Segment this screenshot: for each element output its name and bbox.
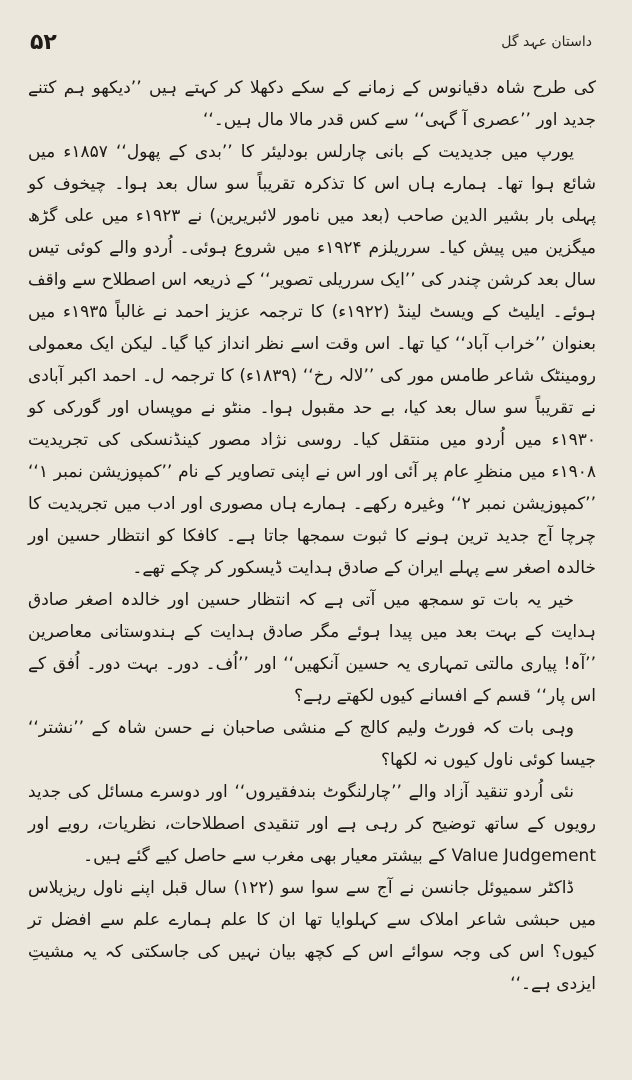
paragraph-sadiq-hidayat: خیر یہ بات تو سمجھ میں آتی ہے کہ انتظار حسین اور خالدہ اصغر صادق ہدایت کے بہت بعد میں پیدا ہوئے مگر صادق ہدایت کے ہندوستانی معاصرین ’’آہ! پیاری مالتی تمہاری یہ حسین آنکھیں‘‘ اور ’’اُف۔ دور۔ بہت دور۔ اُفق کے اس پار‘‘ قسم کے افسانے کیوں لکھتے رہے؟: [28, 590, 596, 706]
paragraph-continuation: کی طرح شاہ دقیانوس کے زمانے کے سکے دکھلا کر کہتے ہیں ’’دیکھو ہم کتنے جدید اور ’’عصری آ گہی‘‘ سے کس قدر مالا مال ہیں۔‘‘: [28, 78, 596, 130]
page-body: [28, 72, 596, 1030]
paragraph-samuel-johnson: ڈاکٹر سمیوئل جانسن نے آج سے سوا سو (۱۲۲) سال قبل اپنے ناول ریزیلاس میں حبشی شاعر املاک سے کہلوایا تھا ان کا علم ہمارے علم سے افضل تر کیوں؟ اس کی وجہ سوائے اس کے کچھ بیان نہیں کی جاسکتی کہ یہ مشیتِ ایزدی ہے۔‘‘: [28, 878, 596, 994]
paragraph-urdu-criticism: نئی اُردو تنقید آزاد والے ’’چارلنگوٹ بندفقیروں‘‘ اور دوسرے مسائل کی جدید رویوں کے ساتھ توضیح کر رہی ہے اور تنقیدی اصطلاحات، نظریات، رویے اور Value Judgement کے بیشتر معیار بھی مغرب سے حاصل کیے گئے ہیں۔: [28, 782, 596, 866]
running-title: داستان عہد گل: [501, 34, 592, 50]
paragraph-modernism-history: یورپ میں جدیدیت کے بانی چارلس بودلیئر کا ’’بدی کے پھول‘‘ ۱۸۵۷ء میں شائع ہوا تھا۔ ہمارے ہاں اس کا تذکرہ تقریباً سو سال بعد ہوا۔ چیخوف کو پہلی بار بشیر الدین صاحب (بعد میں نامور لائبریرین) نے ۱۹۲۳ء میں علی گڑھ میگزین میں پیش کیا۔ سرریلزم ۱۹۲۴ء میں شروع ہوئی۔ اُردو والے کوئی تیس سال بعد کرشن چندر کی ’’ایک سرریلی تصویر‘‘ کے ذریعہ اس اصطلاح سے واقف ہوئے۔ ایلیٹ کے ویسٹ لینڈ (۱۹۲۲ء) کا ترجمہ عزیز احمد نے غالباً ۱۹۳۵ء میں بعنوان ’’خراب آباد‘‘ کیا تھا۔ اس وقت اسے نظر انداز کیا گیا۔ لیکن ایک معمولی رومینٹک شاعر طامس مور کی ’’لالہ رخ‘‘ (۱۸۳۹ء) کا ترجمہ ل۔ احمد اکبر آبادی نے تقریباً سو سال بعد کیا، بے حد مقبول ہوا۔ منٹو نے موپساں اور گورکی کو ۱۹۳۰ء میں اُردو میں منتقل کیا۔ روسی نژاد مصور کینڈنسکی کی تجریدیت ۱۹۰۸ء میں منظرِ عام پر آئی اور اس نے اپنی تصاویر کے نام ’’کمپوزیشن نمبر ۱‘‘ ’’کمپوزیشن نمبر ۲‘‘ وغیرہ رکھے۔ ہمارے ہاں مصوری اور ادب میں تجریدیت کا چرچا آج جدید ترین ہونے کا ثبوت سمجھا جاتا ہے۔ کافکا کو انتظار حسین اور خالدہ اصغر سے پہلے ایران کے صادق ہدایت ڈیسکور کر چکے تھے۔: [28, 142, 597, 578]
page-header: [30, 30, 592, 66]
paragraph-fort-william: وہی بات کہ فورٹ ولیم کالج کے منشی صاحبان نے حسن شاہ کے ’’نشتر‘‘ جیسا کوئی ناول کیوں نہ لکھا؟: [28, 718, 596, 770]
page-number: ۵۲: [30, 30, 57, 55]
